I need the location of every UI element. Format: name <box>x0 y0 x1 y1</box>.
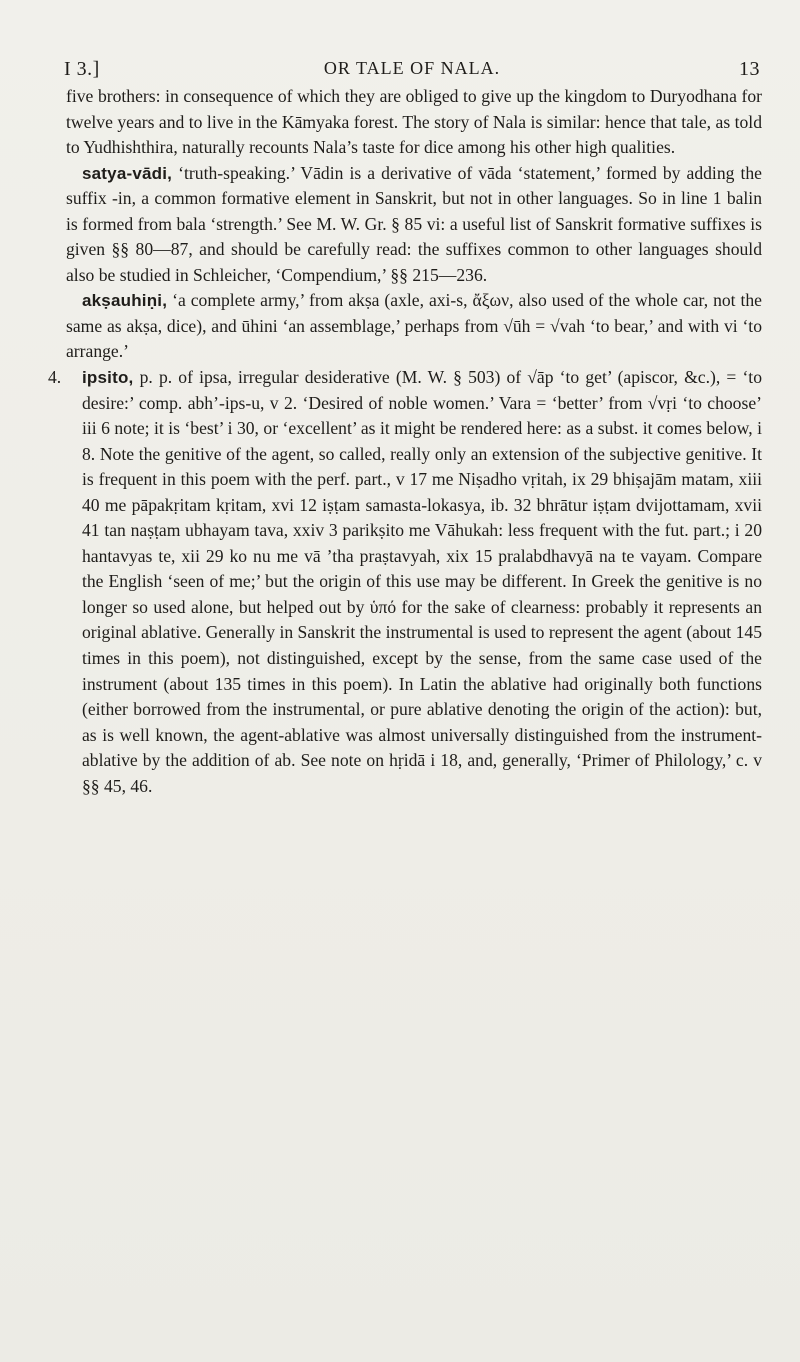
note-entry-ipsito <box>48 365 762 799</box>
note-text: ‘a complete army,’ from akṣa (axle, axi-s, ἄξων, also used of the whole car, not the same as akṣa, dice), and ūhini ‘an assemblage,’ perhaps from √ūh = √vah ‘to bear,’ and with vi ‘to arrange.’ <box>66 290 762 362</box>
note-text: p. p. of ipsa, irregular desiderative (M. W. § 503) of √āp ‘to get’ (apiscor, &c.), = ‘to desire:’ comp. abh’-ips-u, v 2. ‘Desired of noble women.’ Vara = ‘better’ from √vṛi ‘to choose’ iii 6 note; it is ‘best’ i 30, or ‘excellent’ as it might be rendered here: as a subst. it comes below, i 8. Note the genitive of the agent, so called, really only an extension of the subjective genitive. It is frequent in this poem with the perf. part., v 17 me Niṣadho vṛitah, ix 29 bhiṣajām matam, xiii 40 me pāpakṛitam kṛitam, xvi 12 iṣṭam samasta-lokasya, ib. 32 bhrātur iṣṭam dvijottamam, xvii 41 tan naṣṭam ubhayam tava, xxiv 3 parikṣito me Vāhukah: less frequent with the fut. part.; i 20 hantavyas te, xii 29 ko nu me vā ’tha praṣtavyah, xix 15 pralabdhavyā na te vayam. Compare the English ‘seen of me;’ but the origin of this use may be different. In Greek the genitive is no longer so used alone, but helped out by ὑπό for the sake of clearness: probably it represents an original ablative. Generally in Sanskrit the instrumental is used to represent the agent (about 145 times in this poem), not distinguished, except by the sense, from the same case used of the instrument (about 135 times in this poem). In Latin the ablative had originally both functions (either borrowed from the instrumental, or pure ablative denoting the origin of the action): but, as is well known, the agent-ablative was almost universally distinguished from the instrument-ablative by the addition of ab. See note on hṛidā i 18, and, generally, ‘Primer of Philology,’ c. v §§ 45, 46. <box>82 367 762 796</box>
headword: satya-vādi, <box>82 163 173 183</box>
running-head <box>64 58 760 82</box>
note-text: ‘truth-speaking.’ Vādin is a derivative of vāda ‘statement,’ formed by adding the suffix -in, a common formative element in Sanskrit, but not in other languages. So in line 1 balin is formed from bala ‘strength.’ See M. W. Gr. § 85 vi: a useful list of Sanskrit formative suffixes is given §§ 80—87, and should be carefully read: the suffixes common to other languages should also be studied in Schleicher, ‘Compendium,’ §§ 215—236. <box>66 162 762 285</box>
verse-number: 4. <box>48 367 62 388</box>
note-entry-satya-vadi <box>66 161 762 289</box>
paragraph-continuation: five brothers: in consequence of which they are obliged to give up the kingdom to Duryodhana for twelve years and to live in the Kāmyaka forest. The story of Nala is similar: hence that tale, as told to Yudhishthira, naturally recounts Nala’s taste for dice among his other high qualities. <box>66 86 762 158</box>
chapter-reference: I 3.] <box>64 58 100 80</box>
headword: akṣauhiṇi, <box>82 291 168 311</box>
headword: ipsito, <box>82 368 134 388</box>
page-number: 13 <box>739 58 760 80</box>
commentary-text <box>48 84 762 799</box>
note-entry-aksauhini <box>66 288 762 365</box>
running-title: OR TALE OF NALA. <box>323 58 501 78</box>
